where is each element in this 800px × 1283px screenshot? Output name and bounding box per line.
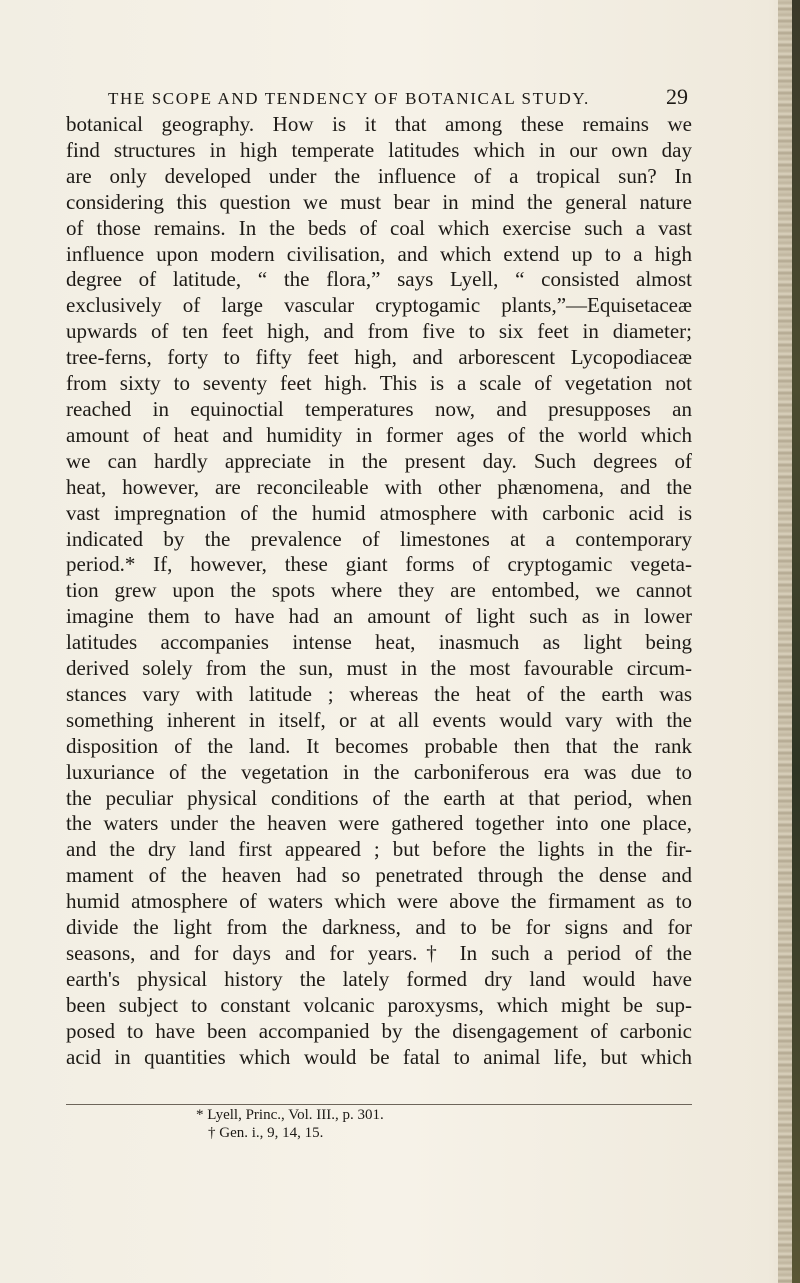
text-line: tree-ferns, forty to fifty feet high, and arborescent Lycopodiaceæ: [66, 345, 692, 370]
text-line: considering this question we must bear in mind the general nature: [66, 189, 692, 214]
text-line: posed to have been accompanied by the disengagement of carbonic: [66, 1018, 692, 1043]
running-head: THE SCOPE AND TENDENCY OF BOTANICAL STUDY.: [108, 89, 590, 108]
footnote-1: * Lyell, Princ., Vol. III., p. 301.: [196, 1107, 384, 1123]
text-line: something inherent in itself, or at all events would vary with the: [66, 707, 692, 732]
text-line: we can hardly appreciate in the present day. Such degrees of: [66, 448, 692, 473]
text-line: vast impregnation of the humid atmosphere with carbonic acid is: [66, 500, 692, 525]
text-line: upwards of ten feet high, and from five to six feet in diameter;: [66, 319, 692, 344]
text-line: humid atmosphere of waters which were above the firmament as to: [66, 889, 692, 914]
text-line: degree of latitude, “ the flora,” says Lyell, “ consisted almost: [66, 267, 692, 292]
text-line: earth's physical history the lately formed dry land would have: [66, 966, 692, 991]
text-line: indicated by the prevalence of limestones at a contemporary: [66, 526, 692, 551]
text-line: of those remains. In the beds of coal which exercise such a vast: [66, 215, 692, 240]
text-line: tion grew upon the spots where they are entombed, we cannot: [66, 578, 692, 603]
text-line: amount of heat and humidity in former ages of the world which: [66, 422, 692, 447]
text-line: latitudes accompanies intense heat, inasmuch as light being: [66, 630, 692, 655]
text-line: been subject to constant volcanic paroxysms, which might be sup-: [66, 992, 692, 1017]
text-line: disposition of the land. It becomes probable then that the rank: [66, 733, 692, 758]
text-line: seasons, and for days and for years.† In such a period of the: [66, 941, 692, 965]
footnotes: [196, 1106, 756, 1142]
page-header: [108, 84, 688, 110]
text-line: influence upon modern civilisation, and which extend up to a high: [66, 241, 692, 266]
text-line: acid in quantities which would be fatal to animal life, but which: [66, 1044, 692, 1069]
text-line: the waters under the heaven were gathered together into one place,: [66, 811, 692, 836]
text-line: find structures in high temperate latitudes which in our own day: [66, 137, 692, 162]
text-line: imagine them to have had an amount of light such as in lower: [66, 604, 692, 629]
text-line: stances vary with latitude ; whereas the heat of the earth was: [66, 681, 692, 706]
text-line: period.* If, however, these giant forms of cryptogamic vegeta-: [66, 552, 692, 577]
text-line: heat, however, are reconcileable with other phænomena, and the: [66, 474, 692, 499]
text-line: mament of the heaven had so penetrated through the dense and: [66, 863, 692, 888]
text-line: derived solely from the sun, must in the most favourable circum-: [66, 656, 692, 681]
text-line: are only developed under the influence of a tropical sun? In: [66, 163, 692, 188]
text-line: divide the light from the darkness, and to be for signs and for: [66, 915, 692, 940]
text-line: luxuriance of the vegetation in the carboniferous era was due to: [66, 759, 692, 784]
binding-strip: [792, 0, 800, 1283]
text-line: the peculiar physical conditions of the earth at that period, when: [66, 785, 692, 810]
body-text: [66, 112, 692, 1071]
text-line: botanical geography. How is it that among these remains we: [66, 112, 692, 136]
text-line: reached in equinoctial temperatures now, and presupposes an: [66, 396, 692, 421]
text-line: exclusively of large vascular cryptogamic plants,”—Equisetaceæ: [66, 293, 692, 318]
text-line: and the dry land first appeared ; but before the lights in the fir-: [66, 837, 692, 862]
footnote-2: † Gen. i., 9, 14, 15.: [208, 1125, 324, 1141]
page-number: 29: [666, 84, 688, 109]
text-line: from sixty to seventy feet high. This is a scale of vegetation not: [66, 371, 692, 396]
footnote-rule: [66, 1104, 692, 1105]
